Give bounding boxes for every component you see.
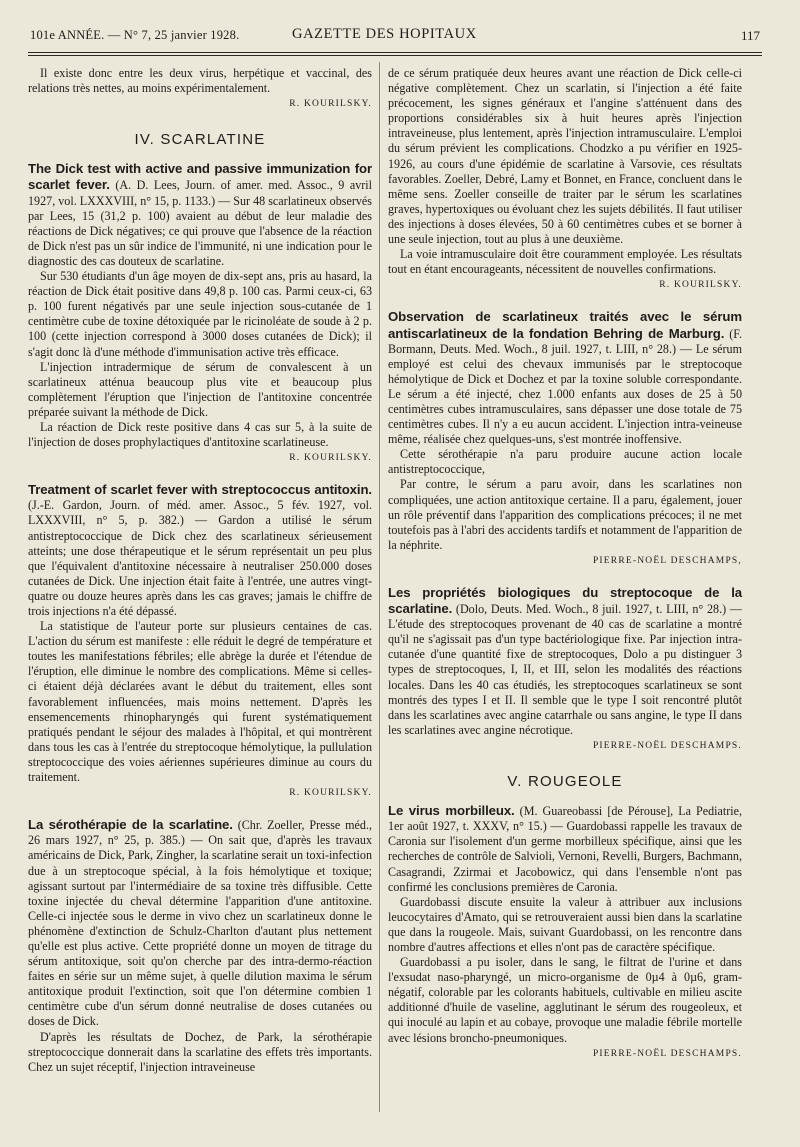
journal-title: GAZETTE DES HOPITAUX: [292, 26, 477, 42]
article-virus-morbilleux: [388, 803, 742, 1062]
paragraph: L'injection intradermique de sérum de convalescent à un scarlatineux atténua beaucoup plus vite et beaucoup plus complètement l'éruption que l'injection de l'antitoxine concentrée préparée suivant la méthode de Dick.: [28, 359, 372, 419]
paragraph: Sur 530 étudiants d'un âge moyen de dix-sept ans, pris au hasard, la réaction de Dick était positive dans 49,8 p. 100 cas. Parmi ceux-ci, 63 p. 100 furent négativés par une seule injection sous-cutanée de 1 centimètre cube de toxine détoxiquée par le ricinoléate de soude à 2 p. 100 (cette injection correspond à 3000 doses cutanées de Dick); il s'agit donc là d'une méthode d'immunisation active très efficace.: [28, 269, 372, 359]
article-treatment-antitoxin: [28, 482, 372, 801]
paragraph: — Sur 48 scarlatineux observés par Lees, 15 (31,2 p. 100) avaient au début de leur maladie des réactions de Dick négatives; ce qui prouve que l'absence de la réaction de Dick n'est pas un sûr indice de l'immunité, ni une indication pour le diagnostic des cas douteux de scarlatine.: [28, 193, 372, 268]
article-reference: (J.-E. Gardon, Journ. of méd. amer. Assoc., 5 fév. 1927, vol. LXXXVIII, n° 5, p. 382.): [28, 498, 372, 528]
paragraph: — Guardobassi rappelle les travaux de Caronia sur l'isolement d'un germe morbilleux spécifique, ainsi que les recherches de contrôle de Salvioli, Vernoni, Revelli, Burgers, Bachmann, Casagrandi, Zzirmai et Jacobowicz, qui dans l'ensemble n'ont pas confirmé les conclusions premières de Caronia.: [388, 819, 742, 894]
paragraph: Il existe donc entre les deux virus, herpétique et vaccinal, des relations très nettes, au moins expérimentalement.: [28, 66, 372, 96]
paragraph: D'après les résultats de Dochez, de Park, la sérothérapie streptococcique donnerait dans la scarlatine des effets très importants. Chez un sujet réceptif, l'injection intraveineuse: [28, 1029, 372, 1074]
section-heading-scarlatine: IV. SCARLATINE: [134, 131, 266, 149]
paragraph: La voie intramusculaire doit être couramment employée. Les résultats tout en étant encourageants, nécessitent de nouvelles confirmations.: [388, 247, 742, 277]
author-signature: R. KOURILSKY.: [659, 280, 742, 291]
paragraph: Par contre, le sérum a paru avoir, dans les scarlatines non compliquées, une action antitoxique certaine. Il a paru, également, jouer un rôle préventif dans l'apparition des complications précoces; il ne met toutefois pas à l'abri des accidents tardifs et notamment de l'apparition de la néphrite.: [388, 477, 742, 552]
paragraph: La réaction de Dick reste positive dans 4 cas sur 5, à la suite de l'injection de doses prophylactiques d'antitoxine scarlatineuse.: [28, 419, 372, 450]
paragraph: — Gardon a utilisé le sérum antistreptococcique de Dick chez des scarlatineux sérieusement atteints; une dose thérapeutique et le sérum représentait un peu plus que l'équivalent d'antitoxine nécessaire à neutraliser 250.000 doses cutanées de Dick. Une injection était faite à l'entrée, une autres vingt-quatre ou douze heures après dans les cas graves; jamais le chiffre de trois injections n'a été dépassé.: [28, 513, 372, 618]
article-reference: (A. D. Lees, Journ. of amer. med. Assoc., 9 avril 1927, vol. LXXXVIII, n° 15, p. 1133.): [28, 178, 372, 208]
paragraph: — On sait que, d'après les travaux américains de Dick, Park, Zingher, la scarlatine serait un toxi-infection due à un streptocoque spécial, à la fois hémolytique et toxique; agissant surtout par l'intermédiaire de sa toxine très diffusible. Cette toxine injectée du cheval détermine l'apparition d'une antitoxine. Celle-ci injectée sous le derme in vivo chez un scarlatineux donne le phénomène d'extinction de Schulz-Charlton d'autant plus nettement qu'elle est plus active. Cette propriété donne un moyen de titrage du sérum antitoxique, soit qu'on cherche par des intra-dermo-réaction faites en série sur un même sujet, à quelle dilution maxima le sérum antitoxique produit l'extinction, soit que l'on détermine combien 1 centimètre cube d'un sérum donné neutralise de doses cutanées ou doses de Dick.: [28, 833, 372, 1029]
author-signature: PIERRE-NOËL DESCHAMPS,: [592, 555, 742, 566]
paragraph: Guardobassi a pu isoler, dans le sang, le filtrat de l'urine et dans l'exsudat naso-pharyngé, un micro-organisme de 0µ4 à 0µ6, gram-négatif, colorable par les colorants habituels, cultivable en milieu ascite additionné d'huile de vaseline, agglutinant le sérum des rougeoleux, et qui inoculé au lapin et au cobaye, provoque une maladie fébrile mortelle avec lésions broncho-pneumoniques.: [388, 955, 742, 1045]
issue-info: 101e ANNÉE. — N° 7, 25 janvier 1928.: [30, 28, 240, 42]
left-column: [28, 66, 372, 1075]
column-divider: [379, 62, 380, 1112]
article-title: Treatment of scarlet fever with streptococcus antitoxin.: [28, 482, 372, 498]
paragraph: — Le sérum employé est celui des chevaux immunisés par le streptocoque hémolytique de Dick et Dochez et par la toxine soluble correspondante. Le sérum a été injecté, chez 1.000 enfants aux doses de 25 à 50 centimètres cubes intramusculaires, sans dépasser une dose totale de 75 centimètres cubes. Il n'y a eu aucun accident. L'injection intra-veineuse même, réalisée chez quelques-uns, s'est montrée inoffensive.: [388, 341, 742, 447]
article-dick-test: [28, 161, 372, 466]
article-behring-serum: [388, 309, 742, 569]
page-header: [30, 22, 760, 48]
author-signature: R. KOURILSKY.: [289, 99, 372, 110]
article-title: La sérothérapie de la scarlatine.: [28, 817, 233, 833]
article-reference: (F. Bormann, Deuts. Med. Woch., 8 juil. 1927, t. LIII, n° 28.): [388, 326, 742, 356]
article-serotherapie: [28, 817, 372, 1075]
author-signature: R. KOURILSKY.: [289, 453, 372, 464]
paragraph: La statistique de l'auteur porte sur plusieurs centaines de cas. L'action du sérum est manifeste : elle réduit le degré de température et toutes les manifestations fébriles; elle abrège la durée et l'étendue de l'éruption, elle diminue le nombre des complications. Même si celles-ci étaient déjà déclarées avant le début du traitement, elles sont favorablement influencées, mais moins nettement. D'après les ensemencements rhinopharyngés qui furent systématiquement pratiqués pendant le séjour des malades à l'hôpital, et qui montrèrent dans tous les cas à l'entrée du streptocoque hémolytique, la pullulation streptococcique des voies aériennes supérieures diminue au cours du traitement.: [28, 619, 372, 785]
article-streptocoque-properties: [388, 585, 742, 754]
section-heading-rougeole: V. ROUGEOLE: [507, 773, 623, 791]
author-signature: PIERRE-NOËL DESCHAMPS.: [592, 1048, 742, 1059]
header-rule: [28, 52, 762, 53]
article-title: The Dick test with active and passive immunization for scarlet fever.: [28, 161, 372, 193]
header-rule-double: [28, 55, 762, 56]
article-reference: (Dolo, Deuts. Med. Woch., 8 juil. 1927, t. LIII, n° 28.): [455, 602, 727, 617]
author-signature: R. KOURILSKY.: [289, 788, 372, 799]
paragraph: de ce sérum pratiquée deux heures avant une réaction de Dick celle-ci négative complètement. Chez un scarlatin, si l'injection a été faite précocement, les signes généraux et l'angine s'atténuent dans des proportions considérables six à huit heures après l'injection intraveineuse, plus lentement, après l'injection intramusculaire. L'emploi du sérum prévient les complications. Chodzko a pu vérifier en 1925-1926, au cours d'une épidémie de scarlatine à Varsovie, ces résultats favorables. Zoeller, Debré, Lamy et Bonnet, en France, concluent dans le même sens. Zoeller conseille de traiter par le sérum les scarlatines graves, hypertoxiques ou évoluant chez les sujets débilités. Il faut utiliser des injections à doses élevées, 50 à 60 centimètres cubes et se borner à une seule injection, tout au plus à une deuxième.: [388, 66, 742, 247]
paragraph: Guardobassi discute ensuite la valeur à attribuer aux inclusions leucocytaires d'Amato, qui se retrouveraient aussi bien dans la scarlatine que dans la rougeole. Mais, suivant Guardobassi, on les rencontre dans nombre d'autres affections et elles n'ont pas de caractère spécifique.: [388, 894, 742, 954]
article-title: Observation de scarlatineux traités avec le sérum antiscarlatineux de la fondation Behring de Marburg.: [388, 309, 742, 341]
article-title: Le virus morbilleux.: [388, 803, 515, 819]
article-reference: (M. Guareobassi [de Pérouse], La Pediatrie, 1er août 1927, t. XXXV, n° 15.): [388, 804, 742, 834]
right-column: [388, 66, 742, 1062]
article-reference: (Chr. Zoeller, Presse méd., 26 mars 1927, n° 25, p. 385.): [28, 818, 372, 848]
paragraph: Cette sérothérapie n'a paru produire aucune action locale antistreptococcique,: [388, 447, 742, 477]
paragraph: — L'étude des streptocoques provenant de 40 cas de scarlatine a montré qu'il ne s'agissait pas d'un type bactériologique fixe. Par injection intra-cutanée d'une quantité fixe de streptocoques, Dolo a pu distinguer 3 types de streptocoques, I, II, et III, selon les modalités des réactions locales. Dans les 40 cas étudiés, les streptocoques scarlatineux se sont montrés des types I et II. Il semble que le type I soit rencontré plutôt dans les scarlatines avec angine catarrhale ou sans angine, le type II dans les scarlatines avec angine nécrotique.: [388, 602, 743, 737]
article-title: Les propriétés biologiques du streptocoque de la scarlatine.: [388, 585, 742, 617]
author-signature: PIERRE-NOËL DESCHAMPS.: [592, 740, 742, 751]
page-number: 117: [740, 28, 760, 43]
